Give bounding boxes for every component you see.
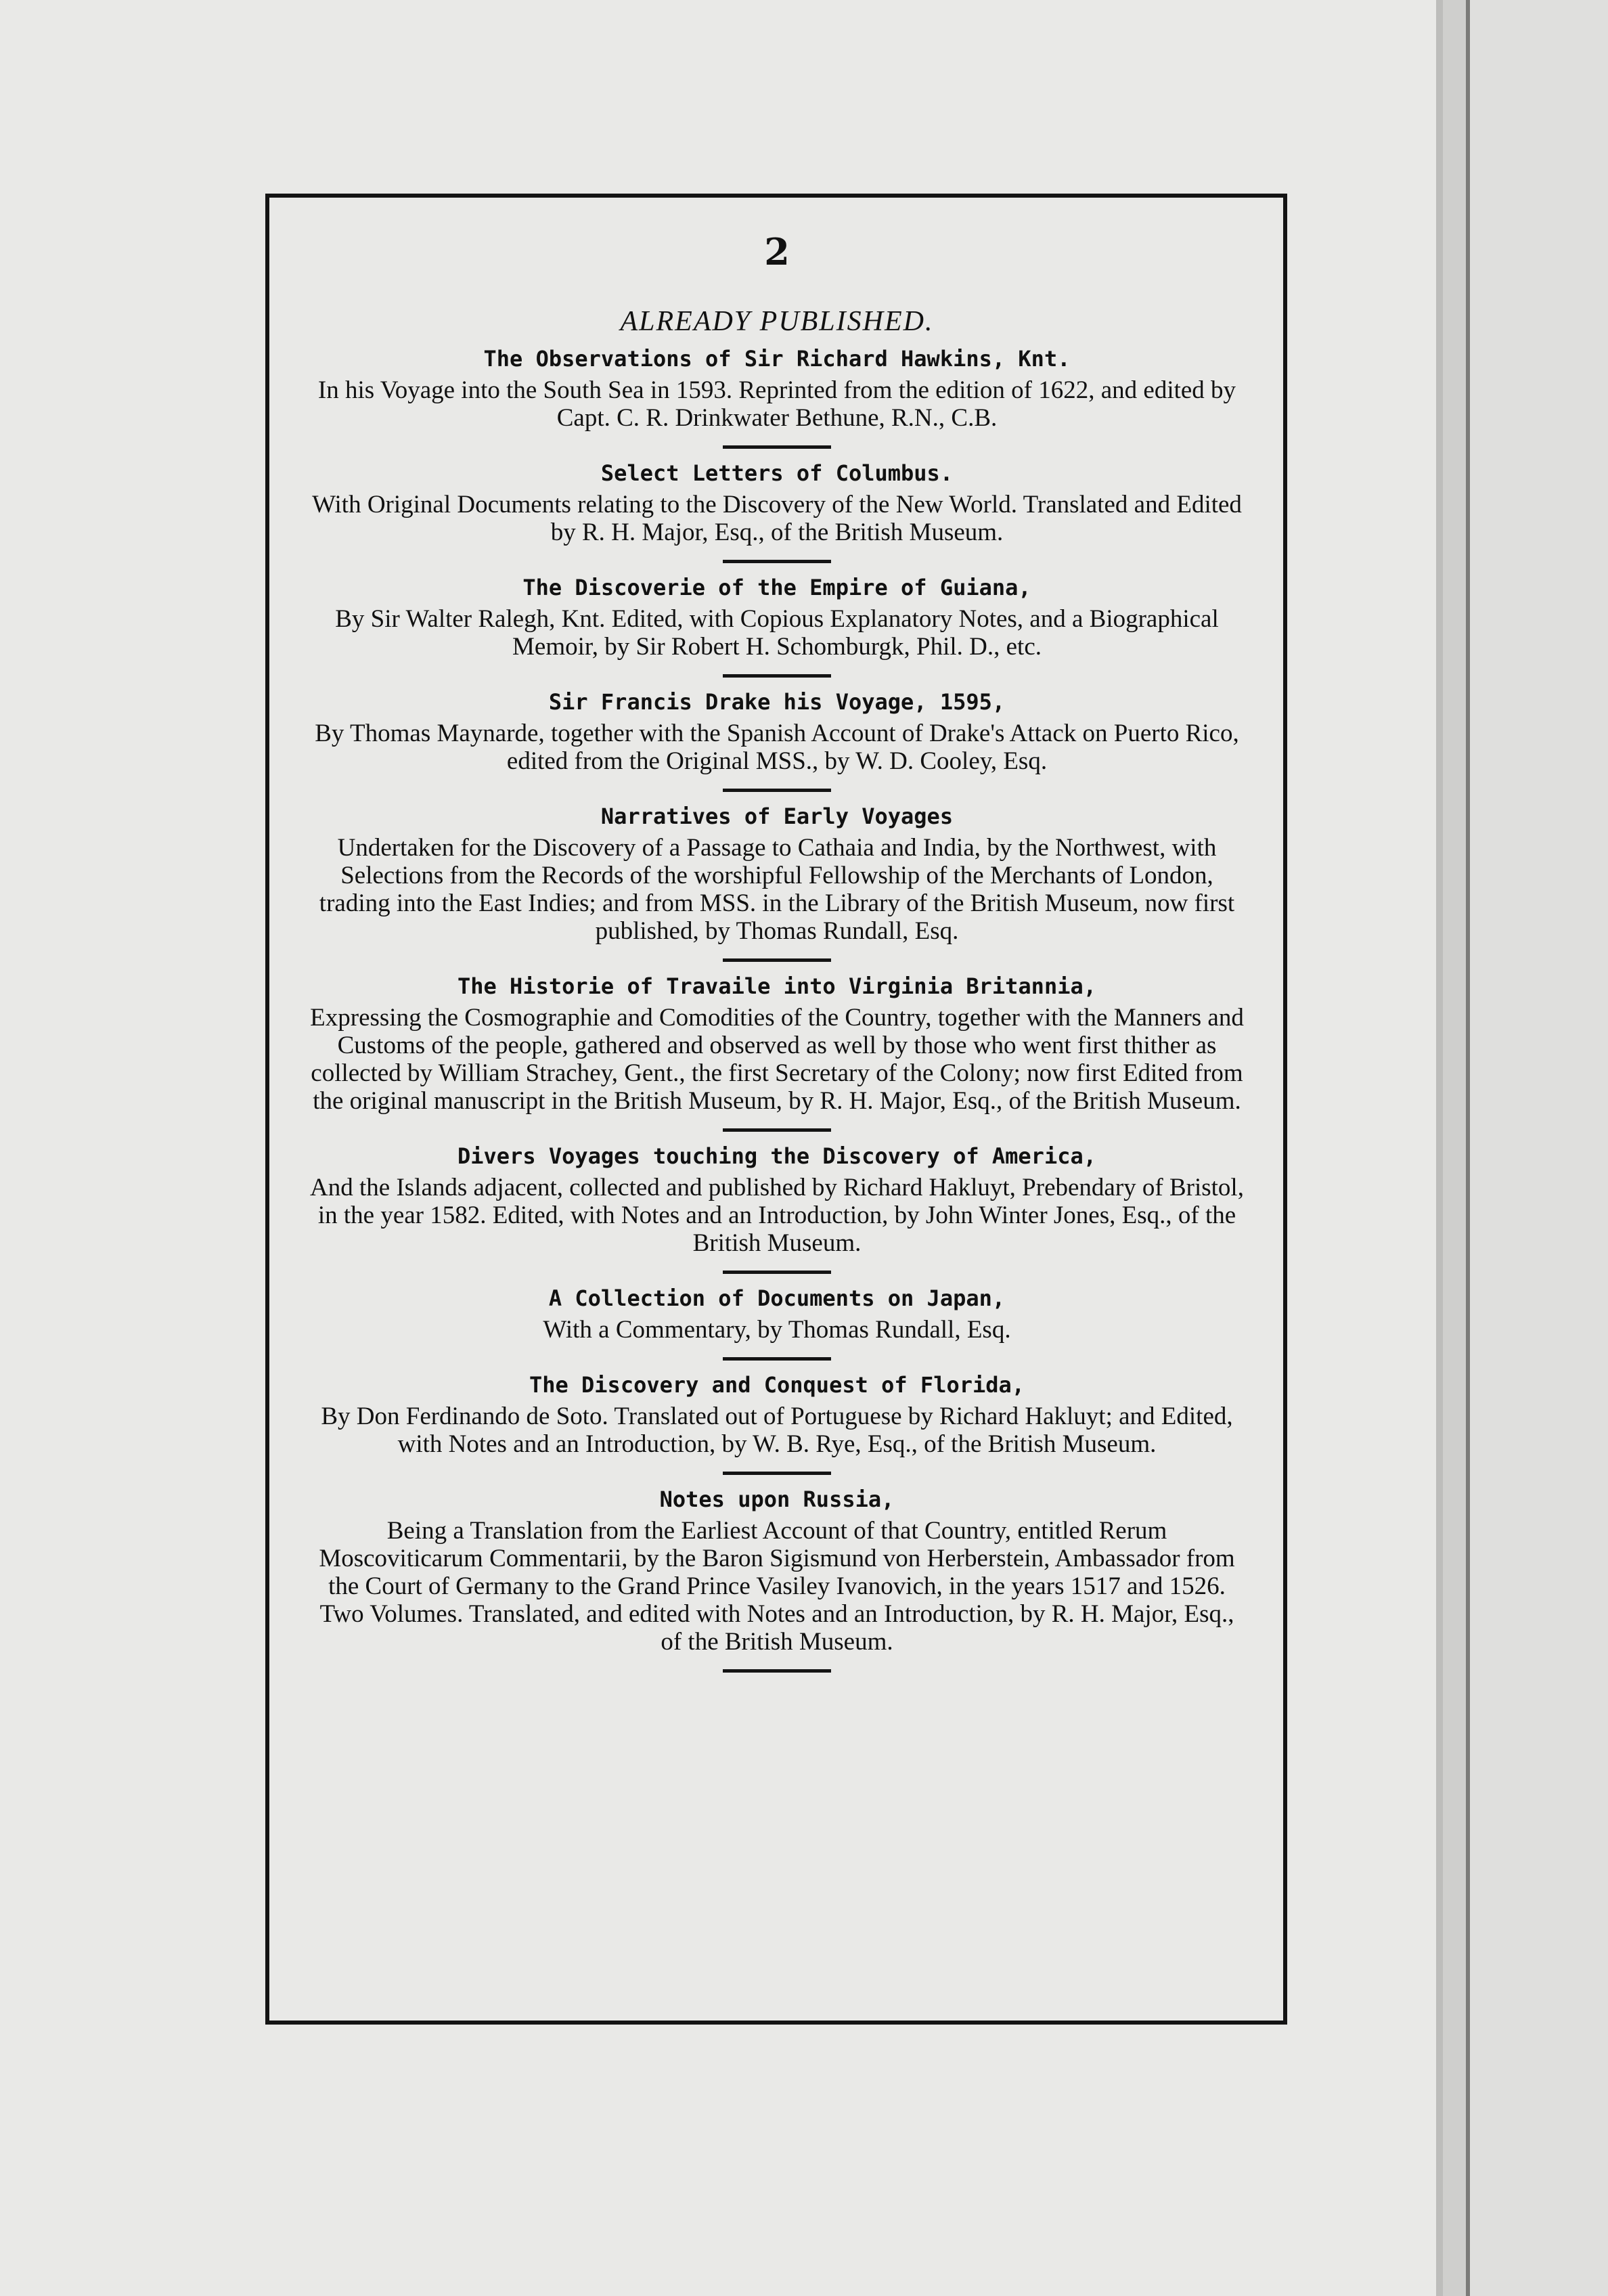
entry-columbus: [310, 458, 1244, 546]
entry-title: Sir Francis Drake his Voyage, 1595,: [548, 689, 1006, 715]
entry-title: A Collection of Documents on Japan,: [548, 1285, 1006, 1311]
entry-description: By Sir Walter Ralegh, Knt. Edited, with Copious Explanatory Notes, and a Biographical Memoir, by Sir Robert H. Schomburgk, Phil. D., etc.: [335, 605, 1219, 661]
catalogue-frame: [265, 194, 1287, 2025]
entry-title: Select Letters of Columbus.: [600, 460, 954, 486]
entry-description: Being a Translation from the Earliest Account of that Country, entitled Rerum Moscoviticarum Commentarii, by the Baron Sigismund von Herberstein, Ambassador from the Court of Germany to the Grand Prince Vasiley Ivanovich, in the years 1517 and 1526. Two Volumes. Translated, and edited with Notes and an Introduction, by R. H. Major, Esq., of the British Museum.: [319, 1517, 1235, 1656]
entry-separator: [723, 560, 831, 563]
entry-early-voyages: [310, 801, 1244, 945]
entry-description: Undertaken for the Discovery of a Passage to Cathaia and India, by the Northwest, with Selections from the Records of the worshipful Fellowship of the Merchants of London, trading into the East Indies; and from MSS. in the Library of the British Museum, now first published, by Thomas Rundall, Esq.: [319, 834, 1235, 945]
entry-separator: [723, 1669, 831, 1673]
entry-separator: [723, 445, 831, 449]
entry-title: The Discoverie of the Empire of Guiana,: [522, 575, 1031, 600]
adjacent-page: [1470, 0, 1608, 2296]
page-edge-shadow: [1436, 0, 1443, 2296]
entry-russia: [310, 1484, 1244, 1656]
entry-hawkins: [310, 344, 1244, 432]
entry-description: By Thomas Maynarde, together with the Spanish Account of Drake's Attack on Puerto Rico, edited from the Original MSS., by W. D. Cooley, Esq.: [315, 720, 1239, 775]
entry-description: With Original Documents relating to the Discovery of the New World. Translated and Edited by R. H. Major, Esq., of the British Museum.: [312, 491, 1242, 546]
entry-description: Expressing the Cosmographie and Comodities of the Country, together with the Manners and Customs of the people, gathered and observed as well by those who went first thither as collected by William Strachey, Gent., the first Secretary of the Colony; now first Edited from the original manuscript in the British Museum, by R. H. Major, Esq., of the British Museum.: [310, 1004, 1244, 1115]
entry-title: Notes upon Russia,: [659, 1486, 895, 1512]
entry-separator: [723, 1271, 831, 1274]
entry-drake: [310, 687, 1244, 775]
catalogue-content: [310, 231, 1244, 1682]
entry-separator: [723, 1472, 831, 1475]
binding-gutter: [1443, 0, 1466, 2296]
entry-description: By Don Ferdinando de Soto. Translated out of Portuguese by Richard Hakluyt; and Edited, with Notes and an Introduction, by W. B. Rye, Esq., of the British Museum.: [321, 1403, 1233, 1458]
section-heading: ALREADY PUBLISHED.: [620, 306, 934, 337]
entry-separator: [723, 1128, 831, 1132]
entry-guiana: [310, 573, 1244, 661]
entry-separator: [723, 674, 831, 678]
entry-title: The Historie of Travaile into Virginia Britannia,: [457, 973, 1096, 999]
entry-separator: [723, 789, 831, 792]
entry-title: Narratives of Early Voyages: [600, 803, 954, 829]
entry-separator: [723, 1357, 831, 1361]
entry-description: With a Commentary, by Thomas Rundall, Esq.: [543, 1316, 1011, 1344]
entry-separator: [723, 958, 831, 962]
entry-description: In his Voyage into the South Sea in 1593. Reprinted from the edition of 1622, and edited by Capt. C. R. Drinkwater Bethune, R.N., C.B.: [317, 376, 1236, 432]
entry-title: The Discovery and Conquest of Florida,: [529, 1372, 1025, 1398]
page-number: 2: [764, 230, 790, 273]
entry-title: Divers Voyages touching the Discovery of America,: [457, 1143, 1096, 1169]
entry-japan: [310, 1283, 1244, 1344]
entry-virginia: [310, 971, 1244, 1115]
entry-title: The Observations of Sir Richard Hawkins, Knt.: [483, 346, 1071, 372]
entry-florida: [310, 1370, 1244, 1458]
entry-description: And the Islands adjacent, collected and published by Richard Hakluyt, Prebendary of Bristol, in the year 1582. Edited, with Notes and an Introduction, by John Winter Jones, Esq., of the British Museum.: [310, 1174, 1244, 1257]
entry-divers-voyages: [310, 1141, 1244, 1257]
